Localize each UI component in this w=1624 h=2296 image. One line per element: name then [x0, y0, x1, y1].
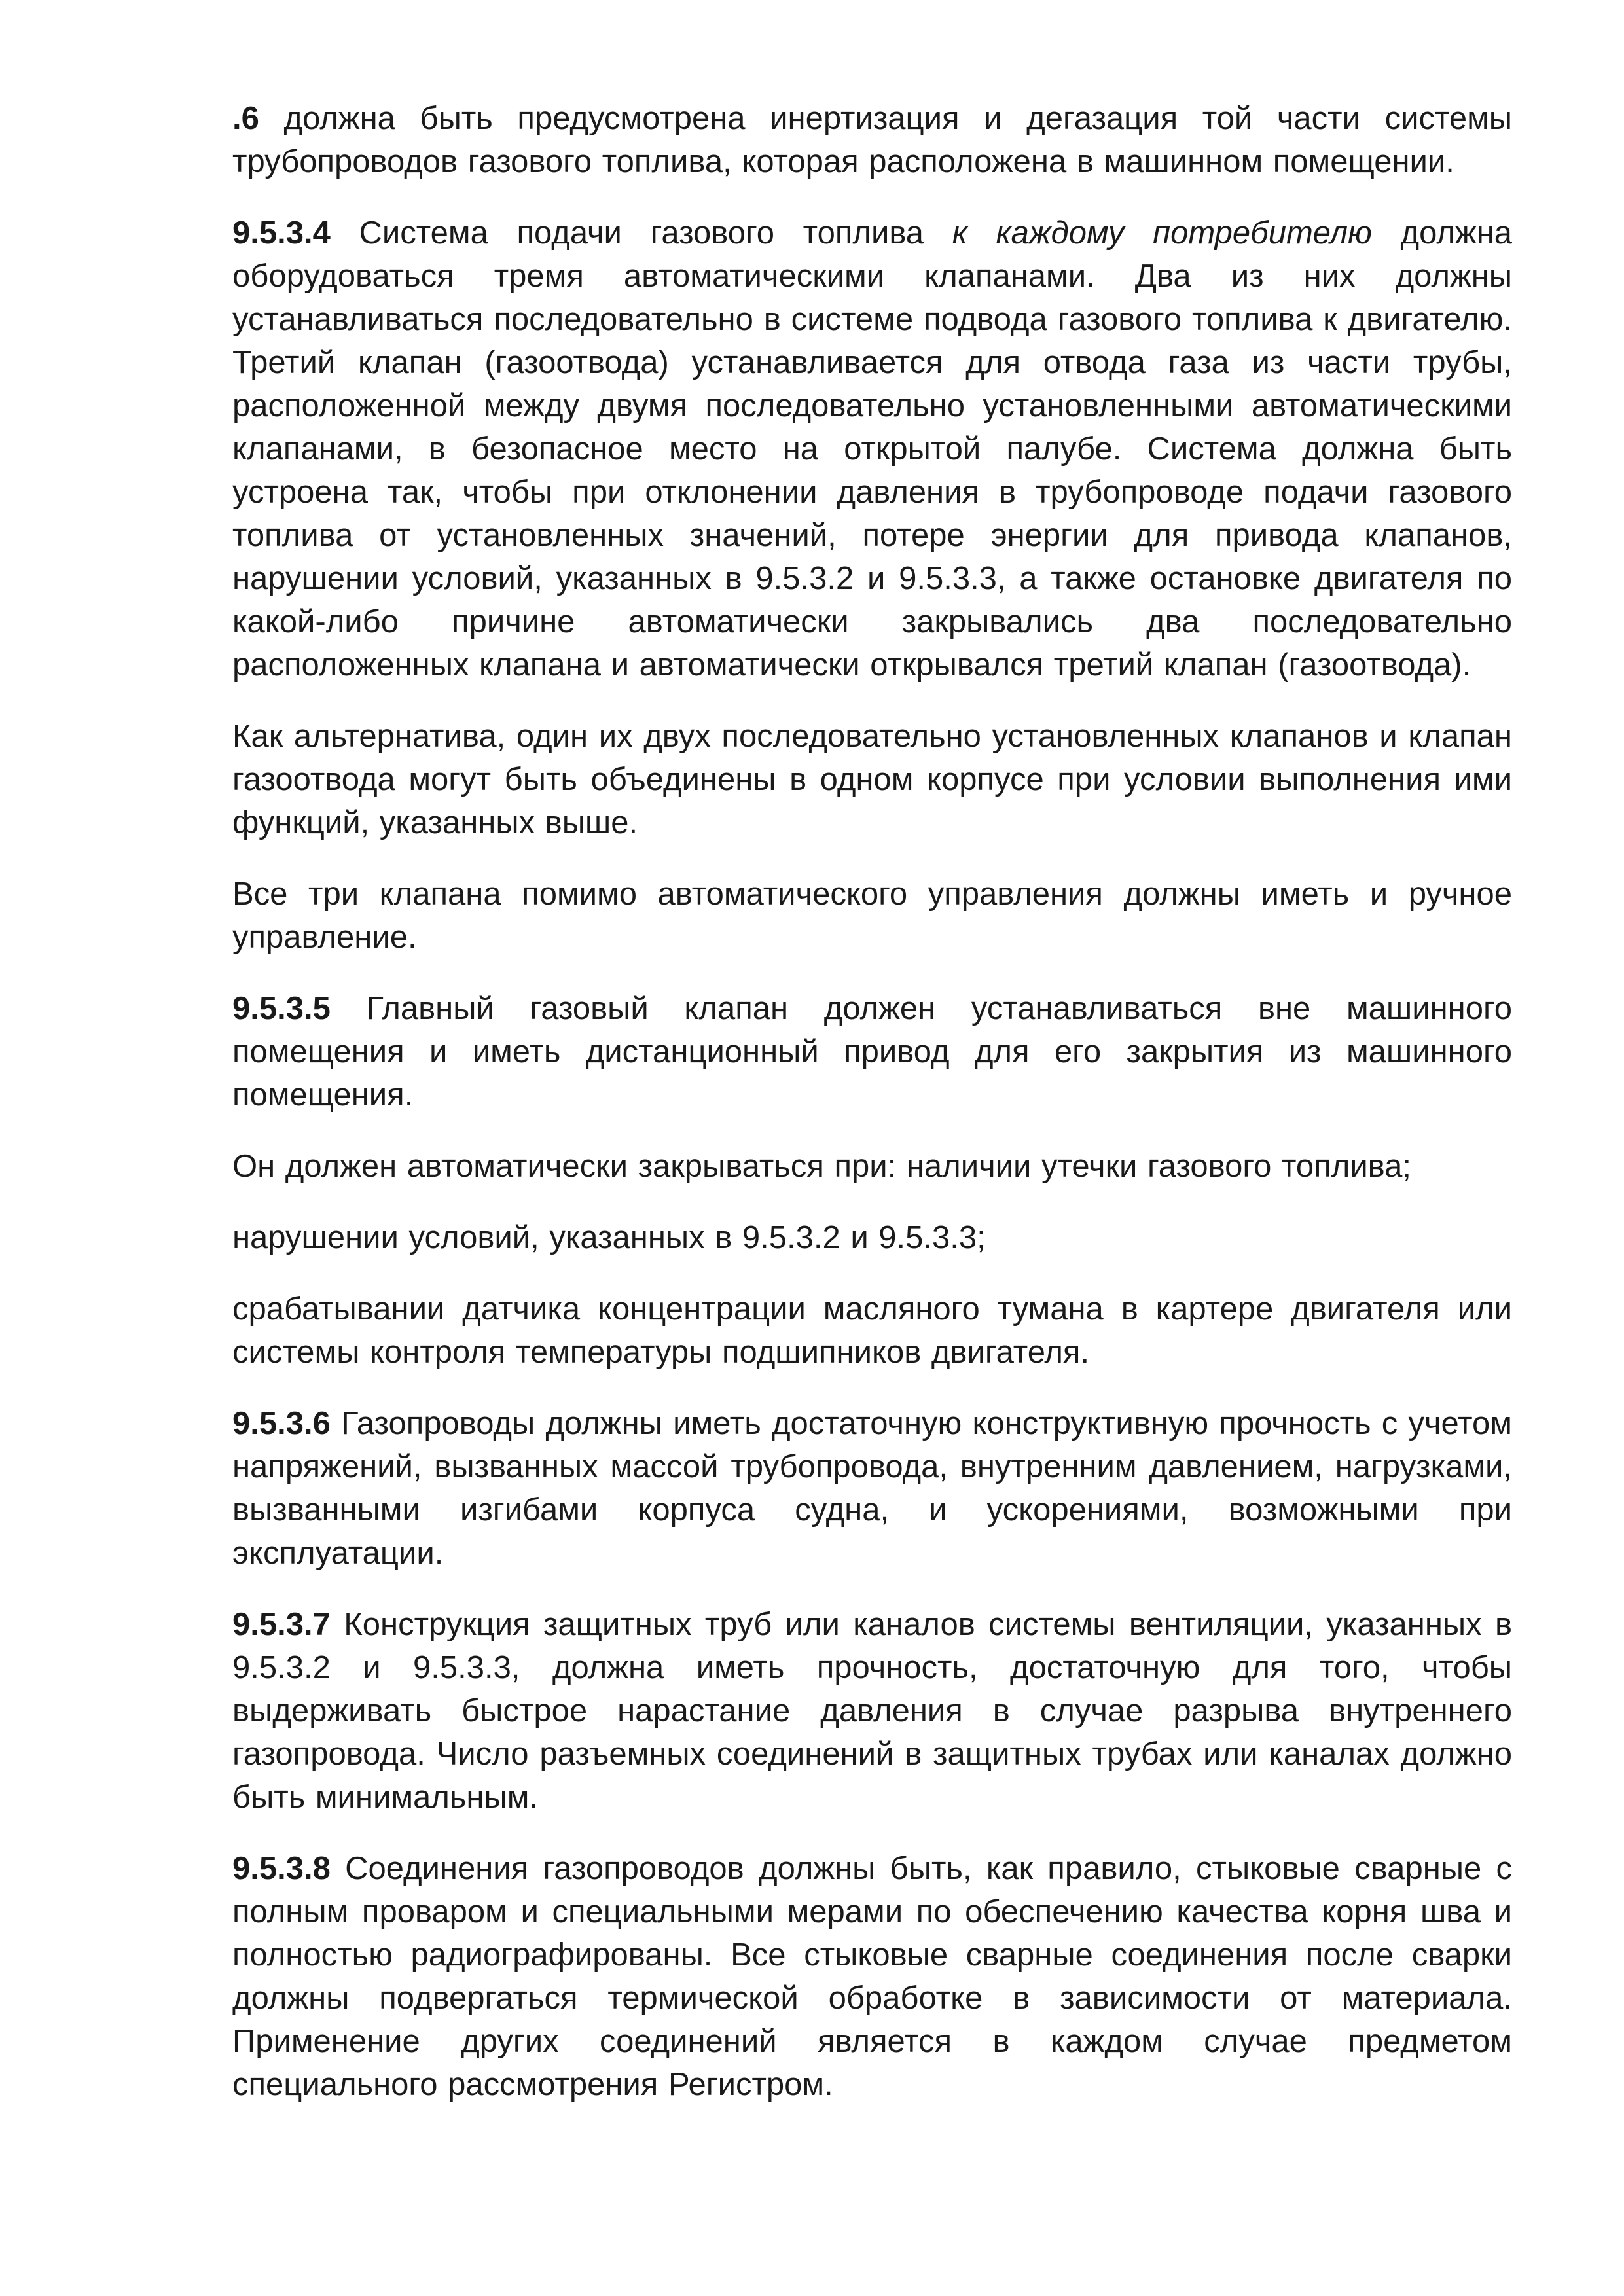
paragraph-alternative: [232, 715, 1512, 844]
paragraph-9-5-3-5: [232, 987, 1512, 1117]
paragraph-item-6: [232, 97, 1512, 183]
paragraph-text: Конструкция защитных труб или каналов системы вентиляции, указанных в 9.5.3.2 и 9.5.3.3, должна иметь прочность, достаточную для того, чтобы выдерживать быстрое нарастание давления в случае разрыва внутреннего газопровода. Число разъемных соединений в защитных трубах или каналах должно быть минимальным.: [232, 1607, 1512, 1815]
emphasized-text: к каждому потребителю: [952, 215, 1372, 251]
paragraph-text: Как альтернатива, один их двух последовательно установленных клапанов и клапан газоотвода могут быть объединены в одном корпусе при условии выполнения ими функций, указанных выше.: [232, 719, 1512, 840]
paragraph-text: должна оборудоваться тремя автоматическими клапанами. Два из них должны устанавливаться последовательно в системе подвода газового топлива к двигателю. Третий клапан (газоотвода) устанавливается для отвода газа из части трубы, расположенной между двумя последовательно установленными автоматическими клапанами, в безопасное место на открытой палубе. Система должна быть устроена так, чтобы при отклонении давления в трубопроводе подачи газового топлива от установленных значений, потере энергии для привода клапанов, нарушении условий, указанных в 9.5.3.2 и 9.5.3.3, а также остановке двигателя по какой-либо причине автоматически закрывались два последовательно расположенных клапана и автоматически открывался третий клапан (газоотвода).: [232, 215, 1513, 683]
paragraph-9-5-3-7: [232, 1603, 1512, 1819]
section-number: 9.5.3.5: [232, 991, 331, 1026]
paragraph-9-5-3-4: [232, 211, 1512, 687]
paragraph-text: Он должен автоматически закрываться при: наличии утечки газового топлива;: [232, 1149, 1412, 1184]
paragraph-text: Главный газовый клапан должен устанавливаться вне машинного помещения и иметь дистанционный привод для его закрытия из машинного помещения.: [232, 991, 1512, 1113]
section-number: 9.5.3.4: [232, 215, 331, 251]
section-number: 9.5.3.8: [232, 1851, 331, 1886]
paragraph-text: должна быть предусмотрена инертизация и дегазация той части системы трубопроводов газового топлива, которая расположена в машинном помещении.: [232, 101, 1512, 179]
paragraph-violation: [232, 1216, 1512, 1259]
paragraph-text: нарушении условий, указанных в 9.5.3.2 и 9.5.3.3;: [232, 1220, 986, 1255]
paragraph-9-5-3-8: [232, 1847, 1512, 2106]
paragraph-sensor: [232, 1287, 1512, 1374]
paragraph-auto-close: [232, 1145, 1512, 1188]
paragraph-text: срабатывании датчика концентрации масляного тумана в картере двигателя или системы контроля температуры подшипников двигателя.: [232, 1291, 1512, 1370]
item-number: .6: [232, 101, 259, 136]
section-number: 9.5.3.7: [232, 1607, 331, 1642]
paragraph-text: Соединения газопроводов должны быть, как правило, стыковые сварные с полным проваром и специальными мерами по обеспечению качества корня шва и полностью радиографированы. Все стыковые сварные соединения после сварки должны подвергаться термической обработке в зависимости от материала. Применение других соединений является в каждом случае предметом специального рассмотрения Регистром.: [232, 1851, 1512, 2102]
document-page: [232, 97, 1512, 2134]
paragraph-text: Газопроводы должны иметь достаточную конструктивную прочность с учетом напряжений, вызванных массой трубопровода, внутренним давлением, нагрузками, вызванными изгибами корпуса судна, и ускорениями, возможными при эксплуатации.: [232, 1406, 1512, 1571]
paragraph-text: Система подачи газового топлива: [330, 215, 952, 251]
paragraph-manual-control: [232, 872, 1512, 959]
section-number: 9.5.3.6: [232, 1406, 331, 1441]
paragraph-text: Все три клапана помимо автоматического управления должны иметь и ручное управление.: [232, 876, 1512, 955]
paragraph-9-5-3-6: [232, 1402, 1512, 1575]
